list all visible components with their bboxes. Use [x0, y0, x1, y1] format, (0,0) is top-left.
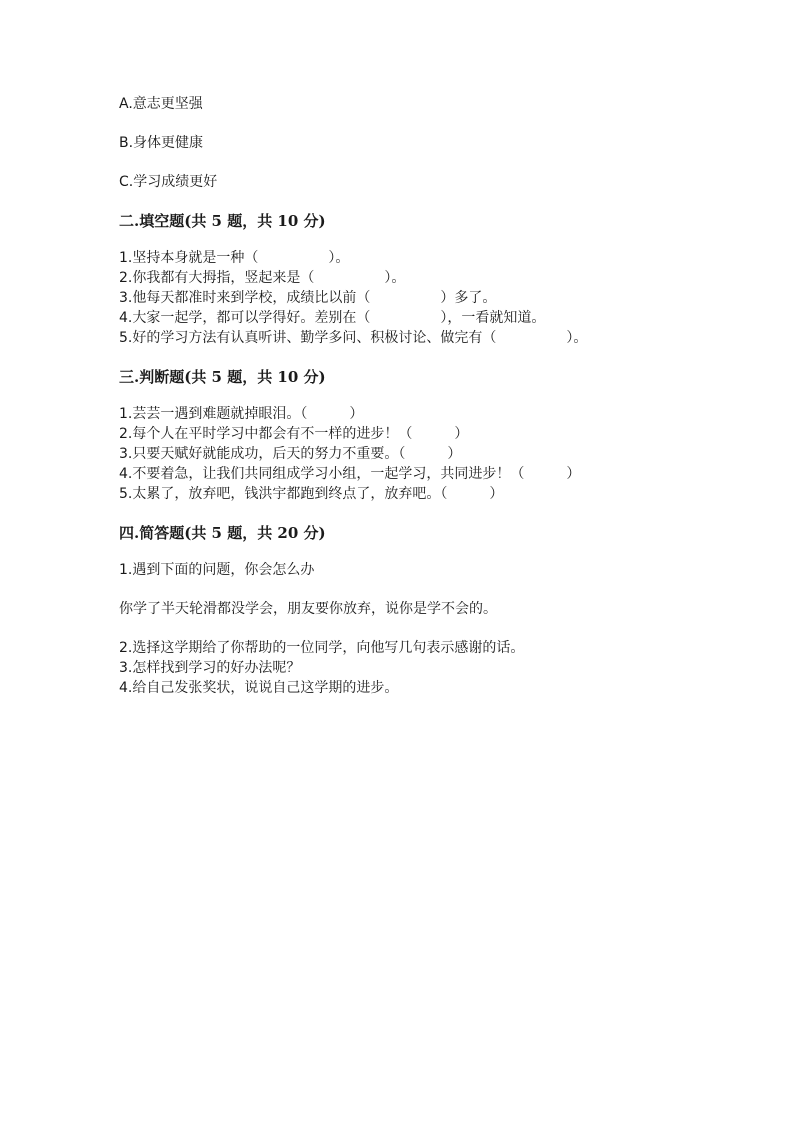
question-item: 1.芸芸一遇到难题就掉眼泪。（ ） — [119, 406, 364, 422]
question-item: 5.好的学习方法有认真听讲、勤学多问、积极讨论、做完有（ ）。 — [119, 330, 588, 346]
question-item: 1.遇到下面的问题，你会怎么办 — [119, 562, 315, 578]
option-a: A.意志更坚强 — [119, 96, 203, 112]
question-item: 2.选择这学期给了你帮助的一位同学，向他写几句表示感谢的话。 — [119, 640, 525, 656]
choice-options — [119, 94, 719, 192]
question-item: 2.你我都有大拇指，竖起来是（ ）。 — [119, 270, 406, 286]
section-true-false — [119, 367, 719, 504]
question-item: 1.坚持本身就是一种（ ）。 — [119, 250, 350, 266]
question-item: 3.怎样找到学习的好办法呢？ — [119, 660, 301, 676]
question-item: 5.太累了，放弃吧，钱洪宇都跑到终点了，放弃吧。（ ） — [119, 486, 504, 502]
section-fill-in-blank — [119, 211, 719, 348]
section-title: 二.填空题(共 5 题，共 10 分) — [119, 212, 326, 230]
section-short-answer — [119, 523, 719, 698]
question-context: 你学了半天轮滑都没学会，朋友要你放弃，说你是学不会的。 — [119, 601, 497, 617]
question-item: 4.大家一起学，都可以学得好。差别在（ ），一看就知道。 — [119, 310, 546, 326]
option-b: B.身体更健康 — [119, 135, 204, 151]
worksheet-page — [119, 94, 719, 698]
question-item: 3.只要天赋好就能成功，后天的努力不重要。（ ） — [119, 446, 462, 462]
section-title: 三.判断题(共 5 题，共 10 分) — [119, 368, 326, 386]
question-item: 3.他每天都准时来到学校，成绩比以前（ ）多了。 — [119, 290, 497, 306]
question-item: 4.不要着急，让我们共同组成学习小组，一起学习，共同进步！（ ） — [119, 466, 581, 482]
question-item: 2.每个人在平时学习中都会有不一样的进步！（ ） — [119, 426, 469, 442]
question-item: 4.给自己发张奖状，说说自己这学期的进步。 — [119, 680, 399, 696]
option-c: C.学习成绩更好 — [119, 174, 218, 190]
section-title: 四.简答题(共 5 题，共 20 分) — [119, 524, 326, 542]
